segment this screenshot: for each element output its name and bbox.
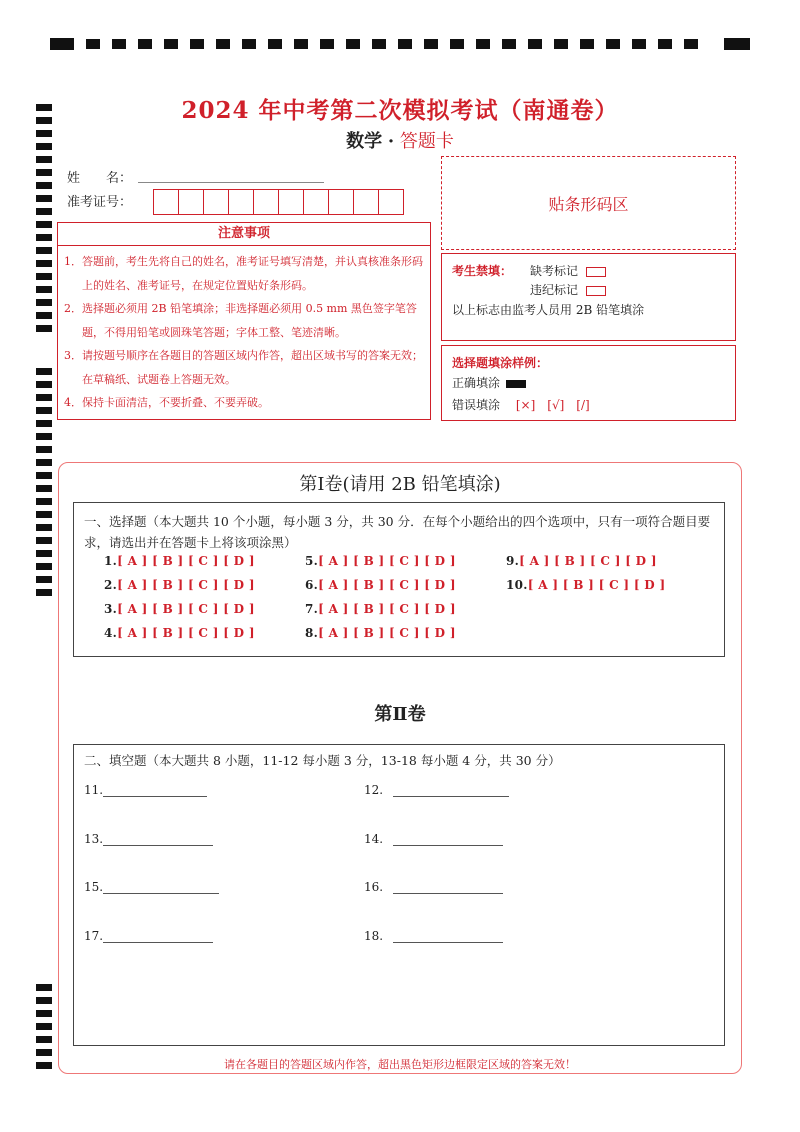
forbid-note: 以上标志由监考人员用 2B 铅笔填涂 (452, 303, 645, 317)
absent-label: 缺考标记 (530, 264, 579, 278)
choice-section-title: 一、选择题（本大题共 10 个小题，每小题 3 分，共 30 分．在每个小题给出的四个选项中，只有一项符合题目要求，请选出并在答题卡上将该项涂黑） (84, 514, 711, 550)
id-box[interactable] (279, 190, 304, 214)
answer-line[interactable] (103, 881, 219, 894)
correct-sample (452, 374, 526, 391)
fill-section-title: 二、填空题（本大题共 8 小题，11-12 每小题 3 分，13-18 每小题 4 分，共 30 分） (84, 753, 561, 768)
sample-heading: 选择题填涂样例： (452, 356, 549, 370)
examiner-only-box (441, 253, 736, 341)
wrong-sample (452, 396, 590, 413)
choice-q2[interactable]: 2.[ A ] [ B ] [ C ] [ D ] (104, 578, 255, 592)
answer-line[interactable] (393, 833, 503, 846)
id-box[interactable] (229, 190, 254, 214)
wrong-label: 错误填涂 (452, 398, 501, 412)
exam-title: 2024 年中考第二次模拟考试（南通卷） (181, 97, 619, 124)
id-number-boxes[interactable] (153, 189, 404, 215)
answer-line[interactable] (393, 881, 503, 894)
notice-box (57, 222, 431, 420)
notice-item: 4．保持卡面清洁，不要折叠、不要弄破。 (64, 396, 269, 409)
subject-label: 数学 (346, 131, 383, 152)
answer-line[interactable] (393, 784, 509, 797)
choice-q6[interactable]: 6.[ A ] [ B ] [ C ] [ D ] (305, 578, 456, 592)
blank-q11: 11. (84, 783, 207, 797)
choice-q4[interactable]: 4.[ A ] [ B ] [ C ] [ D ] (104, 626, 255, 640)
choice-q9[interactable]: 9.[ A ] [ B ] [ C ] [ D ] (506, 554, 657, 568)
wrong-marks: [×] [√] [/] (515, 398, 590, 412)
id-box[interactable] (354, 190, 379, 214)
correct-label: 正确填涂 (452, 376, 501, 390)
id-box[interactable] (204, 190, 229, 214)
choice-q5[interactable]: 5.[ A ] [ B ] [ C ] [ D ] (305, 554, 456, 568)
id-box[interactable] (154, 190, 179, 214)
exam-subtitle (0, 127, 800, 153)
name-label: 姓 名： (67, 171, 133, 186)
barcode-label: 贴条形码区 (548, 194, 629, 214)
fill-blank-section (73, 744, 725, 1046)
id-box[interactable] (379, 190, 403, 214)
blank-q15: 15. (84, 880, 219, 894)
answer-line[interactable] (103, 930, 213, 943)
violation-checkbox[interactable] (586, 286, 606, 296)
notice-item: 1．答题前，考生先将自己的姓名，准考证号填写清楚，并认真核准条形码上的姓名、准考证号，在规定位置贴好条形码。 (64, 255, 423, 292)
choice-q1[interactable]: 1.[ A ] [ B ] [ C ] [ D ] (104, 554, 255, 568)
forbid-label: 考生禁填： (452, 264, 513, 278)
barcode-area (441, 156, 736, 250)
absent-checkbox[interactable] (586, 267, 606, 277)
filled-mark-icon (506, 380, 526, 388)
absent-mark (530, 262, 606, 279)
blank-q13: 13. (84, 832, 213, 846)
blank-q14: 14. (364, 832, 503, 846)
blank-q12: 12. (364, 783, 509, 797)
id-box[interactable] (254, 190, 279, 214)
id-box[interactable] (304, 190, 329, 214)
choice-q3[interactable]: 3.[ A ] [ B ] [ C ] [ D ] (104, 602, 255, 616)
part1-heading: 第Ⅰ卷(请用 2B 铅笔填涂) (299, 474, 501, 495)
blank-q17: 17. (84, 929, 213, 943)
choice-q8[interactable]: 8.[ A ] [ B ] [ C ] [ D ] (305, 626, 456, 640)
blank-q16: 16. (364, 880, 503, 894)
violation-mark (530, 281, 606, 298)
id-label: 准考证号： (67, 195, 133, 210)
answer-line[interactable] (103, 784, 207, 797)
choice-q10[interactable]: 10.[ A ] [ B ] [ C ] [ D ] (506, 578, 666, 592)
choice-q7[interactable]: 7.[ A ] [ B ] [ C ] [ D ] (305, 602, 456, 616)
answer-line[interactable] (393, 930, 503, 943)
part2-heading: 第Ⅱ卷 (374, 704, 426, 725)
choice-section (73, 502, 725, 657)
answer-line[interactable] (103, 833, 213, 846)
id-box[interactable] (329, 190, 354, 214)
notice-item: 2．选择题必须用 2B 铅笔填涂；非选择题必须用 0.5 mm 黑色签字笔答题，不得用铅笔或圆珠笔答题；字体工整、笔迹清晰。 (64, 302, 417, 339)
id-box[interactable] (179, 190, 204, 214)
card-label: 答题卡 (399, 131, 454, 152)
violation-label: 违纪标记 (530, 283, 579, 297)
notice-heading: 注意事项 (58, 223, 430, 246)
notice-item: 3．请按题号顺序在各题目的答题区域内作答，超出区域书写的答案无效；在草稿纸、试题卷上答题无效。 (64, 349, 423, 386)
blank-q18: 18. (364, 929, 503, 943)
name-field[interactable] (138, 182, 324, 183)
fill-sample-box (441, 345, 736, 421)
footer-warning: 请在各题目的答题区域内作答，超出黑色矩形边框限定区域的答案无效！ (224, 1058, 576, 1071)
subtitle-dot: · (387, 131, 395, 152)
